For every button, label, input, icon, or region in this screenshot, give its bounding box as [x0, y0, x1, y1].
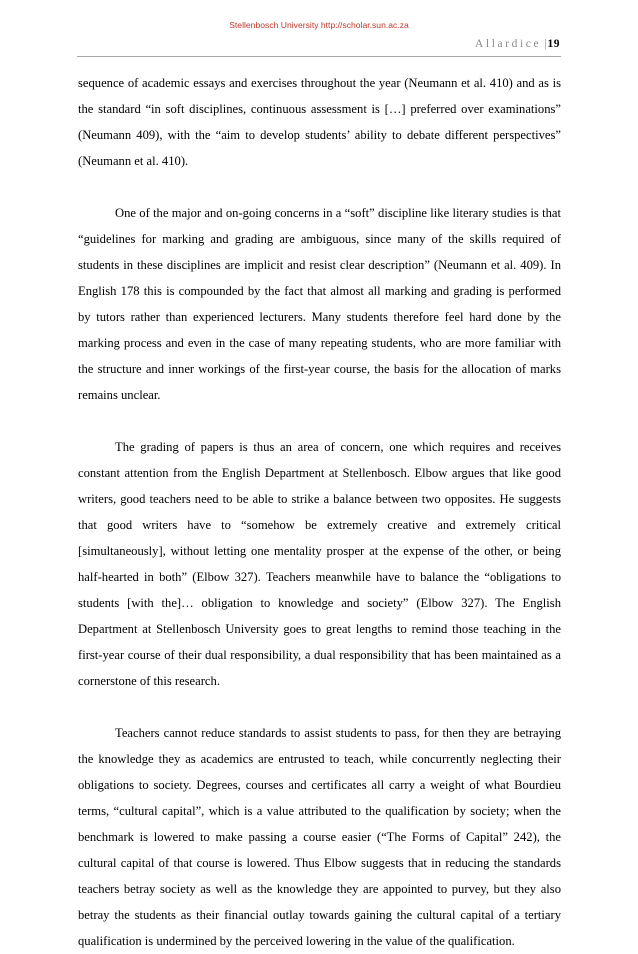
- header-separator: |: [544, 38, 547, 50]
- paragraph-gap: [78, 694, 561, 720]
- paragraph-grading-balance: The grading of papers is thus an area of concern, one which requires and receives constant attention from the English Department at Stellenbosch. Elbow argues that like good writers, good teachers need to be able to strike a balance between two opposites. He suggests that good writers have to “somehow be extremely creative and extremely critical [simultaneously], without letting one mentality prosper at the expense of the other, or being half-hearted in both” (Elbow 327). Teachers meanwhile have to balance the “obligations to students [with the]… obligation to knowledge and society” (Elbow 327). The English Department at Stellenbosch University goes to great lengths to remind those teaching in the first-year course of their dual responsibility, a dual responsibility that has been maintained as a cornerstone of this research.: [78, 440, 561, 688]
- paragraph-continuation: sequence of academic essays and exercises throughout the year (Neumann et al. 410) and as is the standard “in soft disciplines, continuous assessment is […] preferred over examinations” (Neumann 409), with the “aim to develop students’ ability to debate different perspectives” (Neumann et al. 410).: [78, 76, 561, 168]
- repository-watermark: Stellenbosch University http://scholar.sun.ac.za: [229, 20, 409, 30]
- paragraph-gap: [78, 174, 561, 200]
- paragraph-gap: [78, 408, 561, 434]
- paragraph-marking-concerns: One of the major and on-going concerns in a “soft” discipline like literary studies is that “guidelines for marking and grading are ambiguous, since many of the skills required of students in these disciplines are implicit and resist clear description” (Neumann et al. 409). In English 178 this is compounded by the fact that almost all marking and grading is performed by tutors rather than experienced lecturers. Many students therefore feel hard done by the marking process and even in the case of many repeating students, who are more familiar with the structure and inner workings of the first-year course, the basis for the allocation of marks remains unclear.: [78, 206, 561, 402]
- running-header: [475, 38, 560, 50]
- page-number: 19: [547, 38, 560, 50]
- header-rule: [77, 56, 561, 57]
- header-author: Allardice: [475, 38, 542, 50]
- page-body: [78, 70, 561, 954]
- paragraph-cultural-capital: Teachers cannot reduce standards to assist students to pass, for then they are betraying the knowledge they as academics are entrusted to teach, while concurrently neglecting their obligations to society. Degrees, courses and certificates all carry a weight of what Bourdieu terms, “cultural capital”, which is a value attributed to the qualification by society; when the benchmark is lowered to make passing a course easier (“The Forms of Capital” 242), the cultural capital of that course is lowered. Thus Elbow suggests that in reducing the standards teachers betray society as well as the knowledge they are appointed to purvey, but they also betray the students as their financial outlay towards gaining the cultural capital of a tertiary qualification is undermined by the perceived lowering in the value of the qualification.: [78, 726, 561, 948]
